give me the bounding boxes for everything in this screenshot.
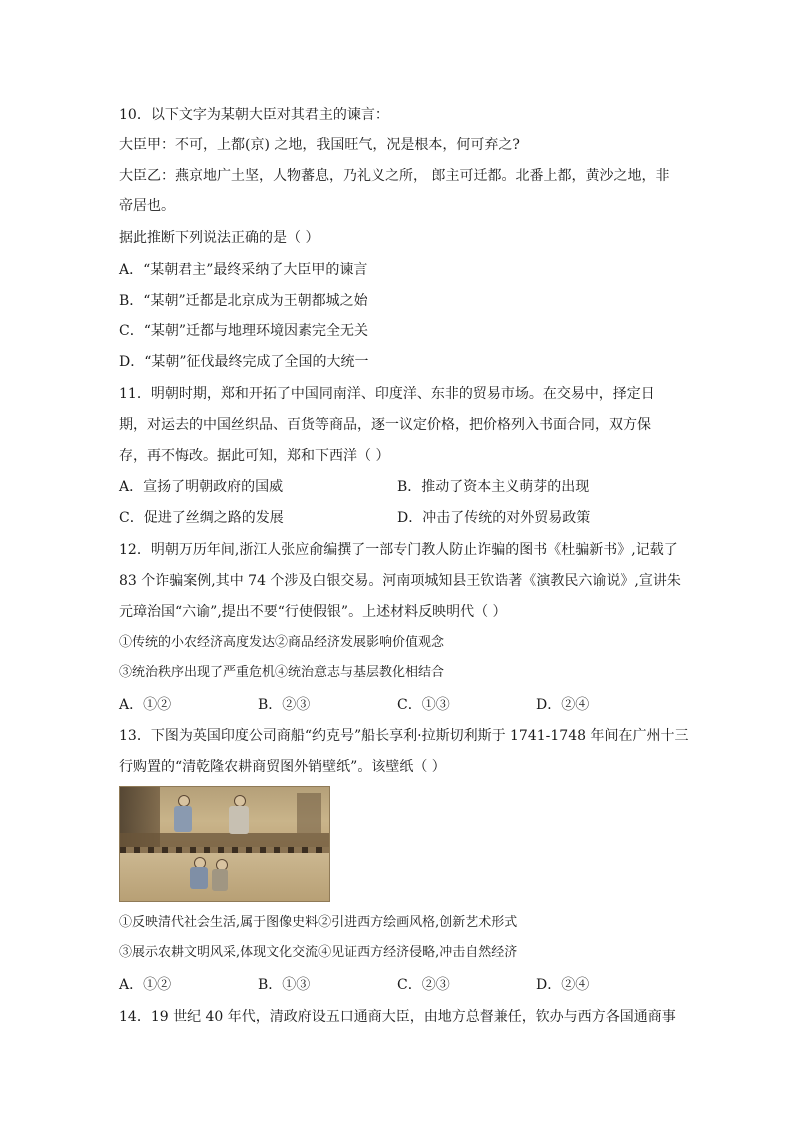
q13-statements-1: ①反映清代社会生活,属于图像史料②引进西方绘画风格,创新艺术形式 bbox=[119, 915, 518, 930]
q10-option-d: D．“某朝”征伐最终完成了全国的大统一 bbox=[119, 354, 369, 370]
wallpaper-farming-image bbox=[119, 786, 330, 902]
q12-line3: 元璋治国“六谕”,提出不要“行使假银”。上述材料反映明代（ ） bbox=[119, 604, 507, 620]
q13-statements-2: ③展示农耕文明风采,体现文化交流④见证西方经济侵略,冲击自然经济 bbox=[119, 945, 518, 960]
q10-question: 据此推断下列说法正确的是（ ） bbox=[119, 230, 320, 246]
q10-option-c: C．“某朝”迁都与地理环境因素完全无关 bbox=[119, 323, 369, 339]
q11-line1: 11．明朝时期，郑和开拓了中国同南洋、印度洋、东非的贸易市场。在交易中，择定日 bbox=[119, 386, 655, 402]
q13-option-b: B．①③ bbox=[258, 977, 311, 993]
q10-minister-b-line2: 帝居也。 bbox=[119, 198, 175, 214]
q10-option-b: B．“某朝”迁都是北京成为王朝都城之始 bbox=[119, 293, 368, 309]
q12-line2: 83 个诈骗案例,其中 74 个涉及白银交易。河南项城知县王钦诰著《演教民六谕说》,宣讲朱 bbox=[119, 573, 681, 589]
q10-option-a: A．“某朝君主”最终采纳了大臣甲的谏言 bbox=[119, 262, 368, 278]
q12-option-a: A．①② bbox=[119, 697, 172, 713]
q10-stem: 10．以下文字为某朝大臣对其君主的谏言： bbox=[119, 107, 389, 123]
q10-minister-a: 大臣甲：不可，上都(京) 之地，我国旺气，况是根本，何可弃之? bbox=[119, 137, 520, 153]
q11-line2: 期，对运去的中国丝织品、百货等商品，逐一议定价格，把价格列入书面合同，双方保 bbox=[119, 417, 651, 433]
q11-option-c: C．促进了丝绸之路的发展 bbox=[119, 510, 284, 526]
q13-option-d: D．②④ bbox=[536, 977, 590, 993]
q12-statements-2: ③统治秩序出现了严重危机④统治意志与基层教化相结合 bbox=[119, 665, 445, 680]
q10-minister-b-line1: 大臣乙：燕京地广土坚，人物蕃息，乃礼义之所， 郎主可迁都。北番上都，黄沙之地，非 bbox=[119, 168, 670, 184]
q13-line2: 行购置的“清乾隆农耕商贸图外销壁纸”。该壁纸（ ） bbox=[119, 759, 446, 775]
q12-option-b: B．②③ bbox=[258, 697, 311, 713]
q13-option-a: A．①② bbox=[119, 977, 172, 993]
q13-line1: 13．下图为英国印度公司商船“约克号”船长享利·拉斯切利斯于 1741-1748 年间在广州十三 bbox=[119, 728, 689, 744]
q13-option-c: C．②③ bbox=[397, 977, 450, 993]
q11-option-a: A．宣扬了明朝政府的国威 bbox=[119, 479, 284, 495]
q12-statements-1: ①传统的小农经济高度发达②商品经济发展影响价值观念 bbox=[119, 635, 445, 650]
q11-option-b: B．推动了资本主义萌芽的出现 bbox=[397, 479, 590, 495]
q14-line1: 14．19 世纪 40 年代，清政府设五口通商大臣，由地方总督兼任，钦办与西方各国通商事 bbox=[119, 1009, 676, 1025]
q11-option-d: D．冲击了传统的对外贸易政策 bbox=[397, 510, 591, 526]
q12-line1: 12．明朝万历年间,浙江人张应俞编撰了一部专门教人防止诈骗的图书《杜骗新书》,记载了 bbox=[119, 542, 678, 558]
q11-line3: 存，再不悔改。据此可知，郑和下西洋（ ） bbox=[119, 448, 390, 464]
q12-option-d: D．②④ bbox=[536, 697, 590, 713]
q12-option-c: C．①③ bbox=[397, 697, 450, 713]
